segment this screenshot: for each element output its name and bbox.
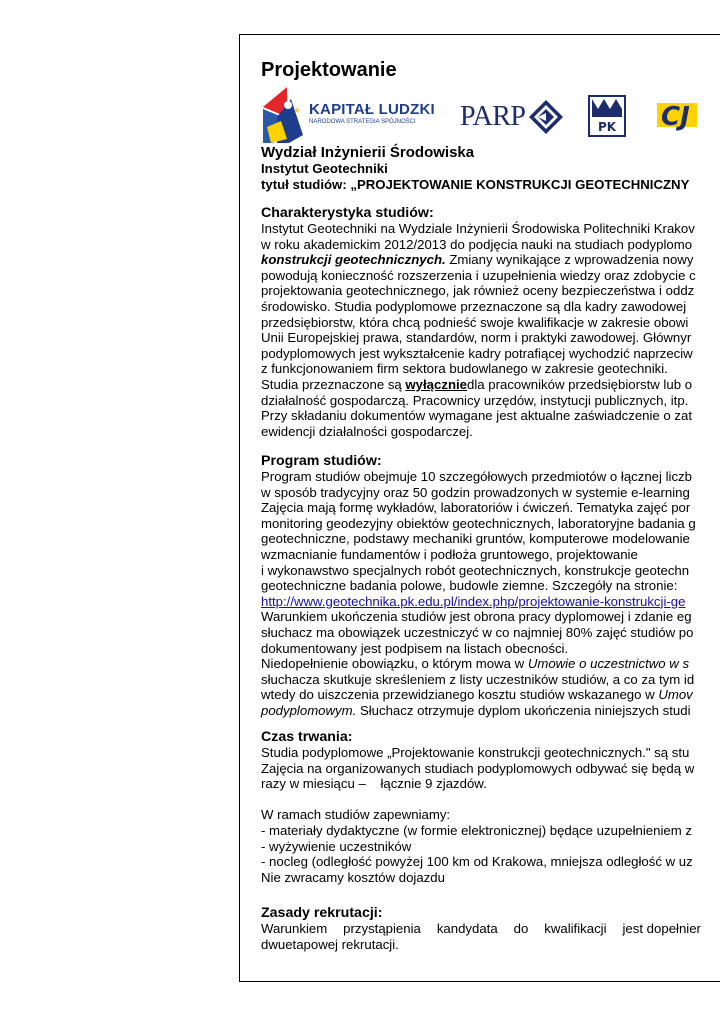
text-line: słuchacz ma obowiązek uczestniczyć w co najmniej 80% zajęć studiów po <box>261 624 694 640</box>
faculty-name: Wydział Inżynierii Środowiska <box>261 144 475 161</box>
institute-name: Instytut Geotechniki <box>261 161 388 176</box>
text-line: Program studiów obejmuje 10 szczegółowych przedmiotów o łącznej liczb <box>261 469 692 484</box>
emphasis-text: konstrukcji geotechnicznych. <box>261 252 446 268</box>
spacer <box>261 792 694 808</box>
emphasis-text: wyłącznie <box>405 376 467 392</box>
text-line: powodują konieczność rozszerzenia i uzupełnienia wiedzy oraz zdobycie c <box>261 267 696 283</box>
text-line: Zajęcia mają formę wykładów, laboratoriów i ćwiczeń. Tematyka zajęć por <box>261 500 691 516</box>
section-heading: Zasady rekrutacji: <box>261 905 383 921</box>
section-program <box>261 453 696 719</box>
svg-text:★: ★ <box>293 106 302 116</box>
text-line: Instytut Geotechniki na Wydziale Inżynierii Środowiska Politechniki Krakov <box>261 221 695 236</box>
text-line: projektowania geotechnicznego, jak również oceny bezpieczeństwa i oddz <box>261 283 695 299</box>
text-line: Studia podyplomowe „Projektowanie konstrukcji geotechnicznych." są stu <box>261 745 690 760</box>
text-line: w sposób tradycyjny oraz 50 godzin prowadzonych w systemie e-learning <box>261 484 690 500</box>
text-line: w roku akademickim 2012/2013 do podjęcia nauki na studiach podyplomo <box>261 236 693 252</box>
list-item: - materiały dydaktyczne (w formie elektronicznej) będące uzupełnieniem z <box>261 822 692 838</box>
text-line: działalność gospodarczą. Pracownicy urzędów, instytucji publicznych, itp. <box>261 392 689 408</box>
text-line: przedsiębiorstw, która chcą podnieść swoje kwalifikacje w zakresie obowi <box>261 314 689 330</box>
study-title: tytuł studiów: „PROJEKTOWANIE KONSTRUKCJI GEOTECHNICZNY <box>261 177 690 192</box>
text-line: Warunkiem przystąpienia kandydata do kwalifikacji jest dopełnier <box>261 921 701 936</box>
section-heading: Program studiów: <box>261 453 382 469</box>
kapital-ludzki-text: KAPITAŁ LUDZKI NARODOWA STRATEGIA SPÓJNOŚCI <box>309 101 435 125</box>
text-line: środowisko. Studia podyplomowe przeznaczone są dla kadry zawodowej <box>261 298 687 314</box>
text-line: konstrukcji geotechnicznych. Zmiany wynikające z wprowadzenia nowy <box>261 252 694 268</box>
text-line: ewidencji działalności gospodarczej. <box>261 423 473 439</box>
text-line: z funkcjonowaniem firm sektora budowlanego w zakresie geotechniki. <box>261 361 668 377</box>
svg-text:PK: PK <box>597 120 617 134</box>
text-line: W ramach studiów zapewniamy: <box>261 807 451 823</box>
text-line: dwuetapowej rekrutacji. <box>261 936 399 952</box>
text-line: wtedy do uiszczenia przewidzianego kosztu studiów wskazanego w Umov <box>261 687 693 703</box>
svg-text:CJ: CJ <box>661 102 690 131</box>
text-line: dokumentowany jest podpisem na listach obecności. <box>261 640 569 656</box>
list-item: - wyżywienie uczestników <box>261 838 412 854</box>
section-heading: Charakterystyka studiów: <box>261 205 434 221</box>
faculty-header <box>261 144 474 161</box>
list-item: - nocleg (odległość powyżej 100 km od Krakowa, mniejsza odległość w uz <box>261 854 693 870</box>
emphasis-text: podyplomowym. <box>261 702 357 718</box>
emphasis-text: Umowie o uczestnictwo w s <box>527 656 690 672</box>
section-recruitment <box>261 905 701 952</box>
text-line: wzmacnianie fundamentów i podłoża gruntowego, projektowanie <box>261 546 638 562</box>
document-page <box>239 34 720 982</box>
text-line: Unii Europejskiej prawa, standardów, norm i praktyki zawodowej. Głównyr <box>261 330 692 346</box>
section-characteristics <box>261 205 696 439</box>
text-line: słuchacza skutkuje skreśleniem z listy uczestników studiów, a co za tym id <box>261 671 695 687</box>
text-line: geotechniczne badania polowe, budowle ziemne. Szczegóły na stronie: <box>261 578 678 594</box>
parp-logo: PARP <box>460 99 564 135</box>
logo-strip <box>261 87 720 143</box>
program-details-link[interactable]: http://www.geotechnika.pk.edu.pl/index.php/projektowanie-konstrukcji-ge <box>261 593 686 609</box>
page-title: Projektowanie <box>261 59 397 81</box>
section-duration <box>261 729 694 885</box>
text-line: monitoring geodezyjny obiektów geotechnicznych, laboratoryjne badania g <box>261 515 696 531</box>
text-line: i wykonawstwo specjalnych robót geotechnicznych, konstrukcje geotechn <box>261 562 690 578</box>
text-line: Niedopełnienie obowiązku, o którym mowa w Umowie o uczestnictwo w s <box>261 656 690 672</box>
text-line: Studia przeznaczone są wyłączniedla pracowników przedsiębiorstw lub o <box>261 376 693 392</box>
text-line: razy w miesiącu – łącznie 9 zjazdów. <box>261 776 487 792</box>
section-heading: Czas trwania: <box>261 729 353 745</box>
text-line: Nie zwracamy kosztów dojazdu <box>261 869 445 885</box>
cj-logo <box>657 97 697 136</box>
text-line: geotechniczne, podstawy mechaniki gruntów, komputerowe modelowanie <box>261 531 690 547</box>
text-line: Warunkiem ukończenia studiów jest obrona pracy dyplomowej i zdanie eg <box>261 609 692 625</box>
emphasis-text: Umov <box>658 687 693 703</box>
parp-arrows-icon <box>528 99 564 135</box>
kapital-ludzki-logo <box>263 87 303 143</box>
text-line: Zajęcia na organizowanych studiach podyplomowych odbywać się będą w <box>261 760 695 776</box>
text-line: Przy składaniu dokumentów wymagane jest aktualne zaświadczenie o zat <box>261 408 693 424</box>
pk-logo <box>588 95 626 137</box>
text-line: podyplomowym. Słuchacz otrzymuje dyplom ukończenia niniejszych studi <box>261 702 691 718</box>
text-line: podyplomowych jest wykształcenie kadry potrafiącej wychodzić naprzeciw <box>261 345 693 361</box>
